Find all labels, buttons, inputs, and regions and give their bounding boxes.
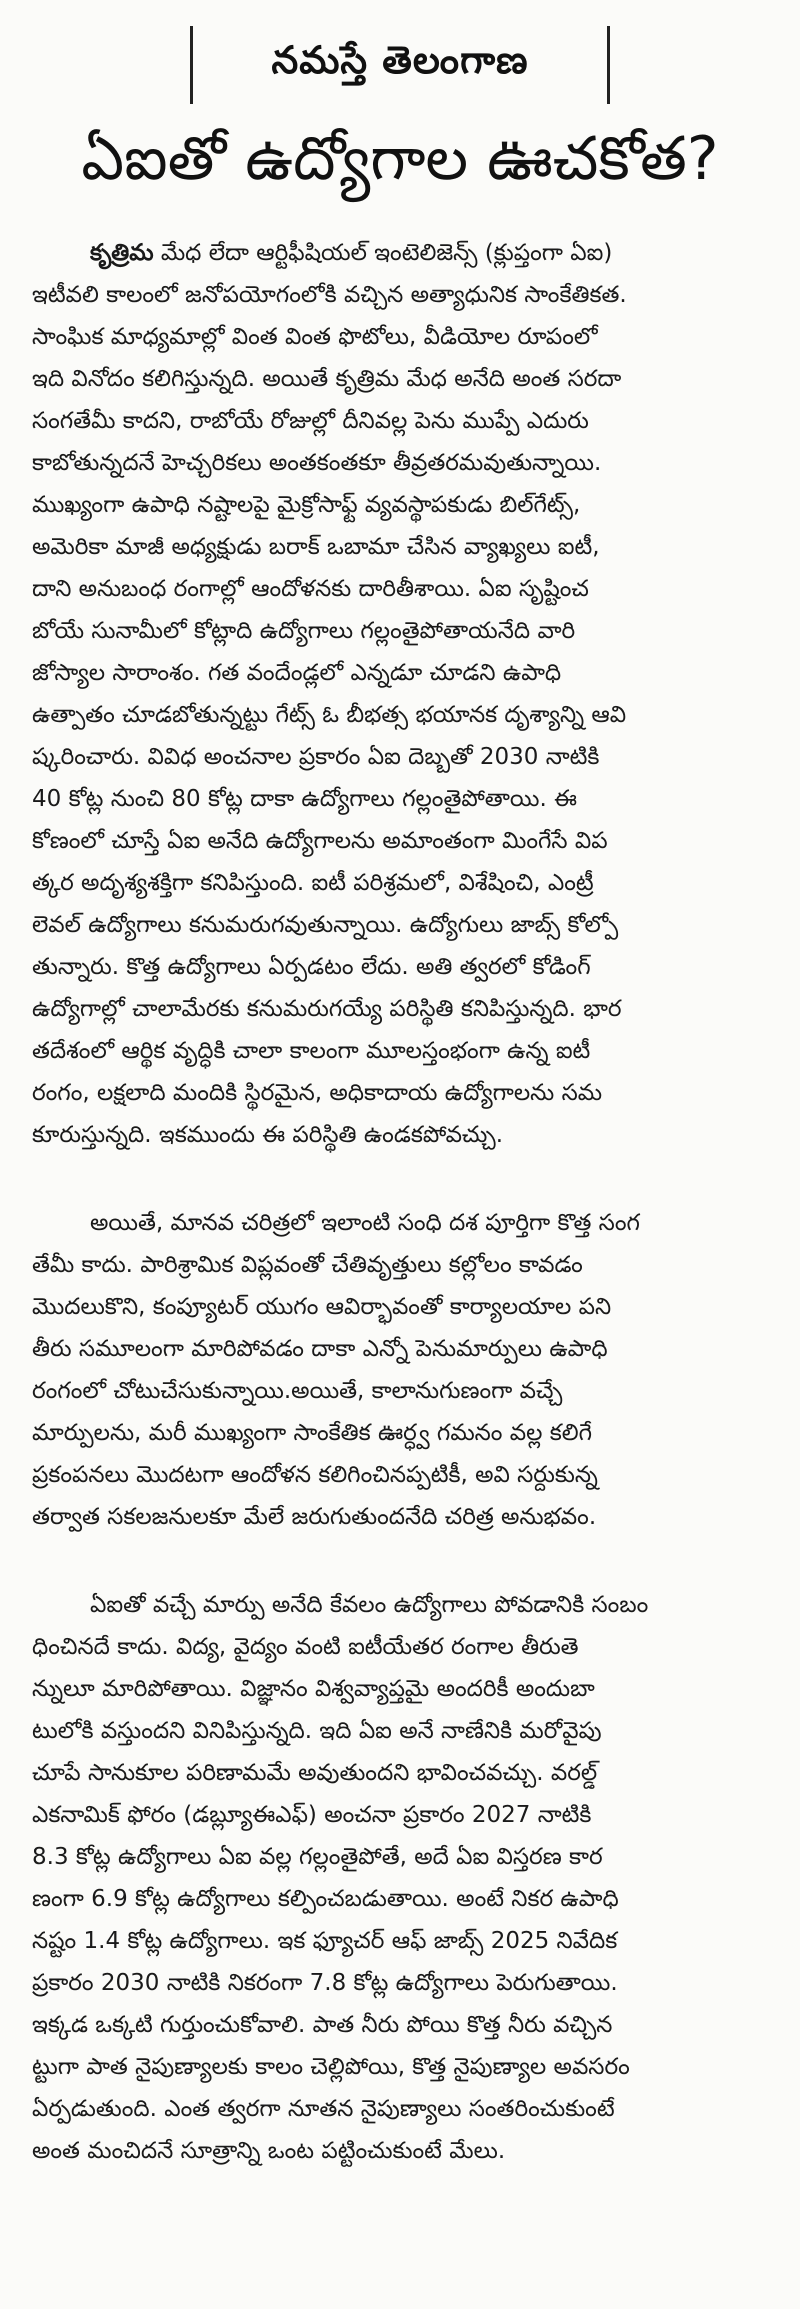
article-body [32,232,770,2172]
text-line: ష్కరించారు. వివిధ అంచనాల ప్రకారం ఏఐ దెబ్బతో 2030 నాటికి [32,744,600,770]
text-line: జోస్యాల సారాంశం. గత వందేండ్లలో ఎన్నడూ చూడని ఉపాధి [32,660,562,686]
article-headline: ఏఐతో ఉద్యోగాల ఊచకోత? [81,124,719,194]
lead-word: కృత్రిమ [90,240,154,266]
text-line: ఏర్పడుతుంది. ఎంత త్వరగా నూతన నైపుణ్యాలు సంతరించుకుంటే [32,2096,615,2122]
text-line: అంత మంచిదనే సూత్రాన్ని ఒంట పట్టించుకుంటే మేలు. [32,2138,506,2164]
paragraph-first-line [32,1202,770,1244]
text-line: తున్నారు. కొత్త ఉద్యోగాలు ఏర్పడటం లేదు. అతి త్వరలో కోడింగ్ [32,954,591,980]
text-line: టులోకి వస్తుందని వినిపిస్తున్నది. ఇది ఏఐ అనే నాణేనికి మరోవైపు [32,1718,602,1744]
article-paragraph [32,232,770,1156]
text-line: సాంఘిక మాధ్యమాల్లో వింత వింత ఫొటోలు, వీడియోల రూపంలో [32,324,598,350]
text-line: 40 కోట్ల నుంచి 80 కోట్ల దాకా ఉద్యోగాలు గల్లంతైపోతాయి. ఈ [32,786,577,812]
text-line: తీరు సమూలంగా మారిపోవడం దాకా ఎన్నో పెనుమార్పులు ఉపాధి [32,1336,608,1362]
text-line: రంగం, లక్షలాది మందికి స్థిరమైన, అధికాదాయ ఉద్యోగాలను సమ [32,1080,603,1106]
article-paragraph [32,1584,770,2172]
text-line: న్నులూ మారిపోతాయి. విజ్ఞానం విశ్వవ్యాప్తమై అందరికీ అందుబా [32,1676,595,1702]
text-line: ఉద్యోగాల్లో చాలామేరకు కనుమరుగయ్యే పరిస్థితి కనిపిస్తున్నది. భార [32,996,622,1022]
text-line: 8.3 కోట్ల ఉద్యోగాలు ఏఐ వల్ల గల్లంతైపోతే, అదే ఏఐ విస్తరణ కార [32,1844,603,1870]
text-line: ముఖ్యంగా ఉపాధి నష్టాలపై మైక్రోసాఫ్ట్ వ్యవస్థాపకుడు బిల్‌గేట్స్, [32,492,581,518]
text-line: ప్రకంపనలు మొదటగా ఆందోళన కలిగించినప్పటికీ, అవి సర్దుకున్న [32,1462,598,1488]
paragraph-first-line [32,1584,770,1626]
paragraph-first-line [32,232,770,274]
text-line: ఇటీవలి కాలంలో జనోపయోగంలోకి వచ్చిన అత్యాధునిక సాంకేతికత. [32,282,627,308]
text-line: ఇక్కడ ఒక్కటి గుర్తుంచుకోవాలి. పాత నీరు పోయి కొత్త నీరు వచ్చిన [32,2012,613,2038]
text-line: దాని అనుబంధ రంగాల్లో ఆందోళనకు దారితీశాయి. ఏఐ సృష్టించ [32,576,589,602]
text-line: చూపే సానుకూల పరిణామమే అవుతుందని భావించవచ్చు. వరల్డ్ [32,1760,598,1786]
text-line: ణంగా 6.9 కోట్ల ఉద్యోగాలు కల్పించబడుతాయి. అంటే నికర ఉపాధి [32,1886,619,1912]
text-line: ఉత్పాతం చూడబోతున్నట్టు గేట్స్ ఓ బీభత్స భయానక దృశ్యాన్ని ఆవి [32,702,627,728]
text-line: కోణంలో చూస్తే ఏఐ అనేది ఉద్యోగాలను అమాంతంగా మింగేసే విప [32,828,608,854]
text-line: తదేశంలో ఆర్థిక వృద్ధికి చాలా కాలంగా మూలస్తంభంగా ఉన్న ఐటీ [32,1038,591,1064]
text-line: తేమీ కాదు. పారిశ్రామిక విప్లవంతో చేతివృత్తులు కల్లోలం కావడం [32,1252,583,1278]
text-line: ట్టుగా పాత నైపుణ్యాలకు కాలం చెల్లిపోయి, కొత్త నైపుణ్యాల అవసరం [32,2054,630,2080]
article-paragraph [32,1202,770,1538]
first-line-text: ఏఐతో వచ్చే మార్పు అనేది కేవలం ఉద్యోగాలు పోవడానికి సంబం [90,1592,649,1618]
text-line: నష్టం 1.4 కోట్ల ఉద్యోగాలు. ఇక ఫ్యూచర్ ఆఫ్ జాబ్స్ 2025 నివేదిక [32,1928,618,1954]
text-line: త్కర అదృశ్యశక్తిగా కనిపిస్తుంది. ఐటీ పరిశ్రమలో, విశేషించి, ఎంట్రీ [32,870,594,896]
text-line: ప్రకారం 2030 నాటికి నికరంగా 7.8 కోట్ల ఉద్యోగాలు పెరుగుతాయి. [32,1970,618,1996]
text-line: లెవల్ ఉద్యోగాలు కనుమరుగవుతున్నాయి. ఉద్యోగులు జాబ్స్ కోల్పో [32,912,619,938]
text-line: ఇది వినోదం కలిగిస్తున్నది. అయితే కృత్రిమ మేధ అనేది అంత సరదా [32,366,622,392]
masthead [190,26,610,104]
text-line: సంగతేమీ కాదని, రాబోయే రోజుల్లో దీనివల్ల పెను ముప్పే ఎదురు [32,408,589,434]
text-line: కాబోతున్నదనే హెచ్చరికలు అంతకంతకూ తీవ్రతరమవుతున్నాయి. [32,450,602,476]
text-line: రంగంలో చోటుచేసుకున్నాయి.అయితే, కాలానుగుణంగా వచ్చే [32,1378,563,1404]
first-line-text: మేధ లేదా ఆర్టిఫీషియల్ ఇంటెలిజెన్స్ (క్లుప్తంగా ఏఐ) [153,240,613,266]
text-line: మార్పులను, మరీ ముఖ్యంగా సాంకేతిక ఊర్ధ్వ గమనం వల్ల కలిగే [32,1420,593,1446]
text-line: కూరుస్తున్నది. ఇకముందు ఈ పరిస్థితి ఉండకపోవచ్చు. [32,1122,503,1148]
first-line-text: అయితే, మానవ చరిత్రలో ఇలాంటి సంధి దశ పూర్తిగా కొత్త సంగ [90,1210,640,1236]
text-line: బోయే సునామీలో కోట్లాది ఉద్యోగాలు గల్లంతైపోతాయనేది వారి [32,618,576,644]
masthead-title: నమస్తే తెలంగాణ [271,38,529,82]
text-line: తర్వాత సకలజనులకూ మేలే జరుగుతుందనేది చరిత్ర అనుభవం. [32,1504,597,1530]
text-line: మొదలుకొని, కంప్యూటర్ యుగం ఆవిర్భావంతో కార్యాలయాల పని [32,1294,612,1320]
text-line: ధించినదే కాదు. విద్య, వైద్యం వంటి ఐటీయేతర రంగాల తీరుతె [32,1634,579,1660]
text-line: ఎకనామిక్ ఫోరం (డబ్ల్యూఈఎఫ్) అంచనా ప్రకారం 2027 నాటికి [32,1802,592,1828]
paragraph-gap [32,1156,770,1202]
paragraph-gap [32,1538,770,1584]
text-line: అమెరికా మాజీ అధ్యక్షుడు బరాక్ ఒబామా చేసిన వ్యాఖ్యలు ఐటీ, [32,534,600,560]
